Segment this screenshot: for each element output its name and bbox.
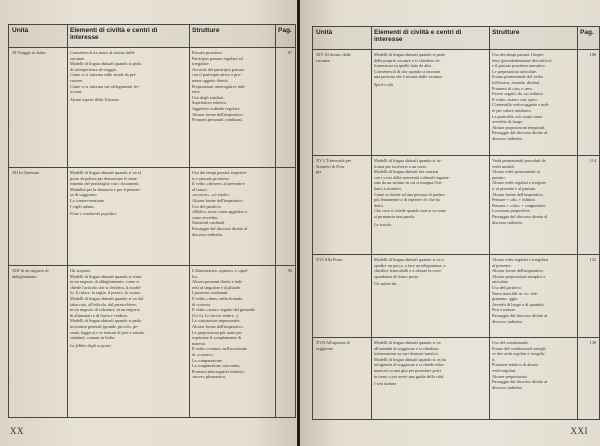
header-unita: Unità [316,29,333,36]
strutture-line: discorso indiretto. [492,318,524,324]
unit-line: Stranieri di Peru- [316,163,346,169]
elementi-line: so di soggiorno. [70,192,98,198]
strutture-line: Uso dei tempi passati: l'imper- [492,52,545,57]
elementi-cell [67,265,189,417]
elementi-line: Modelli di lingua abituali quando si va al [70,170,141,175]
syllabus-table-left [8,24,296,418]
elementi-line: forma per iscriversi a un corso. [374,163,428,169]
strutture-line: Passaggio dal discorso diretto al [492,213,548,219]
strutture-line: (riflessiva, formale, diretta). [492,79,541,85]
strutture-line: articolate. [492,279,510,285]
strutture-line: Pesi e misure. [492,307,516,313]
syllabus-table-right [312,26,600,420]
elementi-line: formazioni su quelle fatte da altri. [374,63,433,69]
header-strutture: Strutture [492,29,520,36]
header-elementi: Elementi di civiltà e centri di interesse [374,29,462,43]
table-header [9,25,295,48]
strutture-line: Alcune forme dell'imperativo. [192,197,244,203]
strutture-line: «occorre», «ci vuole». [192,192,231,198]
table-row [9,47,295,168]
column-divider [371,27,372,419]
strutture-line: Aggettivo ordinale regolare. [192,105,241,111]
table-row [313,337,599,420]
unit-line: XI Viaggio in Italia [12,50,46,55]
elementi-cell [67,167,189,265]
strutture-line: materia. [192,340,206,346]
page-ref: 106 [589,52,596,57]
column-divider [67,25,68,417]
table-row [313,155,599,255]
strutture-line: al presente. [492,262,512,268]
elementi-line: all'azienda di soggiorno e si chiedono [374,345,439,351]
elementi-line: lo, il colore, la taglia, il prezzo, lo sconto. [70,290,142,296]
strutture-line: Alcune proposizioni temporali. [492,124,546,130]
elementi-line: una persona che è tornata dalle vacanze. [374,74,444,80]
unit-line: soggiorno [316,345,334,351]
strutture-line: Pronomi interrogativi indiretti. [192,368,245,374]
strutture-line: Uso degli ausiliari. [192,94,225,100]
unit-line: XIV Al ritorno dalle [316,52,351,57]
strutture-line: rette. [192,89,201,95]
table-row [9,265,295,418]
strutture-line: «Molto» usato come aggettivo e [192,209,248,215]
column-divider [189,25,190,417]
strutture-line: e il passato prossimo narrativo. [492,63,546,69]
strutture-line: Nomi maschili in -co: tele- [492,290,539,296]
theme-title: I vini italiani [374,381,397,387]
strutture-line: discorso indiretto. [492,135,524,141]
elementi-line: si pronuncia una parola. [374,213,416,219]
elementi-line: Modelli di lingua abituali quando si va da [374,356,446,362]
elementi-line: di alimentari e di frutta e verdura. [70,312,128,318]
strutture-line: Participio passato regolare ed [192,55,243,61]
header-unita: Unità [12,27,29,34]
elementi-line: liano a stranieri. [374,185,402,191]
column-divider [577,27,578,419]
page-cell [577,337,599,419]
elementi-line: Modelli di lingua abituali quando si va dal [70,295,143,301]
elementi-cell [371,155,489,254]
strutture-line: Pensare + «che» + congiuntivo. [492,202,547,208]
elementi-line: standard, comuni in Italia. [70,335,115,341]
strutture-line: (Lo fa, Lo faccio vedere...) [192,312,239,318]
strutture-line: Il verbo «stare» con «per». [492,96,539,102]
strutture-line: ce dei verbi regolari e irregola- [492,351,546,357]
elementi-line: in termini generali (grande, piccolo, pe- [70,323,139,329]
elementi-line: roviari. [70,89,83,95]
table-row [313,49,599,156]
strutture-line: Le preposizioni articolate. [492,68,537,74]
strutture-cell [189,47,275,167]
strutture-line: Passaggio dal discorso diretto al [492,130,548,136]
header-strutture: Strutture [192,27,220,34]
page-number: XXI [570,426,588,436]
header-elementi: Elementi di civiltà e centri di interesse [70,27,158,41]
elementi-line: spedire un pacco, a fare un telegramma, a [374,262,446,268]
elementi-line: rimento del portafoglio con i documenti. [70,181,140,187]
elementi-line: più lentamente o di ripetere ciò che ha [374,197,440,203]
elementi-line: Come si chiede ad una persona di parlare [374,191,445,197]
strutture-line: di «costare». [192,351,214,357]
elementi-line: di un'esperienza di viaggio. [70,66,118,72]
theme-title: Sport e tifo [374,81,394,87]
page-cell [577,254,599,337]
theme-title: La febbre degli acquisti [70,342,111,348]
strutture-cell [489,254,577,337]
strutture-line: Alcuni verbi pronominali al [492,169,540,175]
strutture-line: L'intervallo verbo-oggetto e indi- [492,102,550,108]
elementi-line: posto di polizia per denunciare lo smar- [70,175,139,181]
strutture-line: Accordo del participio passato [192,66,245,72]
strutture-line: Alcune preposizioni semplici e [492,273,546,279]
strutture-line: Pronomi personali combinati. [192,117,243,123]
unit-line: XIII In un negozio di [12,268,49,273]
elementi-line: Convenevoli di rito quando si incontra [374,68,441,74]
elementi-line: Come ci si informa sui collegamenti fer- [70,83,140,89]
elementi-line: Modelli di lingua abituali quando si parla [374,52,446,57]
theme-title: La scuola [374,221,391,227]
unit-line: vacanze [316,57,330,63]
strutture-line: verbi modali. [492,163,515,169]
strutture-line: con il participio attivo e pro- [192,72,242,78]
strutture-line: Verbi pronominali preceduti da [492,158,546,163]
unit-line: XII In Questura [12,170,40,175]
strutture-line: passato. [492,174,506,180]
strutture-line: Forme del condizionale sempli- [492,345,547,351]
elementi-line: delle proprie vacanze e si chiedono in- [374,57,441,63]
strutture-line: Alcuni pronomi diretti e indi- [192,279,243,285]
strutture-cell [189,265,275,417]
table-header [313,27,599,50]
strutture-line: Preposizioni interrogative indi- [192,83,246,89]
page-cell [275,265,295,417]
elementi-line: tabaccaio, all'edicola, dal parrucchiere, [70,301,137,307]
strutture-line: Alcune forme dell'imperativo. [492,191,544,197]
page-cell [577,155,599,254]
strutture-line: irregolare. [192,61,210,67]
strutture-line: Uso del condizionale. [492,340,530,345]
elementi-line: mazioni su una gita per prenotare posti [374,367,441,373]
strutture-line: Alcune preposizioni. [492,373,528,379]
unit-line: abbigliamento [12,273,37,279]
strutture-line: ri al presente e al passato. [492,185,537,191]
right-page [300,0,600,446]
strutture-line: La comparazione. [192,357,223,363]
theme-title: Alcuni aspetti della Toscana [70,96,119,102]
strutture-line: «nove» pleonastico. [192,374,227,380]
elementi-line: sante, leggero) e in termini di pesi e misure [70,329,145,335]
strutture-line: Superlativo relativo. [192,100,228,106]
elementi-line: correre. [70,77,84,83]
strutture-cell [489,49,577,155]
strutture-cell [189,167,275,265]
elementi-line: Convenevoli tra amici al ritorno dalle [70,50,135,55]
elementi-line: Modelli di lingua abituali quando si in- [374,158,442,163]
strutture-line: come avverbio. [192,214,219,220]
elementi-cell [371,49,489,155]
strutture-line: Il verbo «venire» nell'accezione [192,346,247,352]
elementi-line: Che cosa si chiede quando non si sa come [374,208,447,214]
strutture-line: discorso indiretto. [192,231,224,237]
elementi-line: con i corsi della università culturali organiz- [374,174,451,180]
strutture-cell [489,155,577,254]
column-divider [275,25,276,417]
unit-cell [9,167,67,265]
strutture-line: Il verbo «dare» nella formula [192,295,243,301]
strutture-line: Passato prossimo. [192,50,223,55]
strutture-line: Pronomi di «in» e «ne». [492,85,534,91]
elementi-cell [371,254,489,337]
strutture-line: Avverbi di luogo e di quantità. [492,301,545,307]
strutture-line: La costruzione impersonale. [192,318,241,324]
elementi-line: Modalità per la denuncia e per il permes- [70,186,141,192]
page-ref: 114 [589,158,596,163]
unit-cell [9,265,67,417]
strutture-line: al futuro. [192,186,208,192]
page-ref: 130 [589,340,596,345]
unit-line: XV L'Università per [316,158,352,163]
page-cell [275,167,295,265]
unit-cell [313,337,371,419]
unit-cell [313,254,371,337]
elementi-line: Modelli di lingua abituali nei contatti [374,169,439,175]
elementi-line: zate da un istituto in cui si insegna l'ita- [374,180,443,186]
strutture-line: Locuzioni prepositive. [492,208,531,214]
page-ref: 87 [287,50,292,55]
elementi-line: Modelli di lingua abituali quando si entra [70,273,142,279]
strutture-line: fetto (prevalentemente descrittivo) [492,57,552,63]
table-row [9,167,295,266]
strutture-line: I pronomi combinati. [192,290,229,296]
left-page [0,0,297,446]
header-pag: Pag. [580,29,594,36]
elementi-line: in un negozio di abbigliamento: come si [70,279,139,285]
strutture-line: retti al singolare e al plurale. [192,284,242,290]
page-ref: 122 [589,257,596,262]
unit-cell [9,47,67,167]
strutture-cell [489,337,577,419]
strutture-line: esprimere il complemento di [192,335,242,341]
strutture-line: Alcuni verbi regolari e irregolari [492,257,549,262]
strutture-line: Alcune forme dell'imperativo. [192,323,244,329]
elementi-line: La contravvenzione. [70,197,106,203]
table-row [313,254,599,338]
strutture-line: L'dimostrativo «questo» e «quel- [192,268,249,273]
strutture-line: Il verbo «dovere» al presente e [192,181,246,187]
unit-line: gia [316,169,322,175]
elementi-line: Modelli di lingua abituali quando si va [374,340,441,345]
strutture-line: Pensare + «di» + infinito. [492,197,536,203]
strutture-line: Uso del partitivo. [492,284,522,290]
page-cell [577,49,599,155]
strutture-line: Essere seguito da «a» infinito. [492,91,544,97]
elementi-line: detto. [374,202,384,208]
elementi-cell [371,337,489,419]
strutture-line: Pronome relativo di alcuni [492,362,538,368]
strutture-line: Alcune forme dell'imperativo. [192,111,244,117]
unit-cell [313,155,371,254]
elementi-cell [67,47,189,167]
strutture-line: La particella «ci» usata come [492,113,543,119]
unit-line: XVII All'agenzia di [316,340,350,345]
header-pag: Pag. [278,27,292,34]
strutture-line: Le preposizioni più usate per [192,329,242,335]
page-cell [275,47,295,167]
elementi-line: in un negozio di calzature, in un negozio [70,307,140,313]
elementi-line: Modelli di lingua abituali quando si va a [374,257,444,262]
unit-line: XVI Alla Posta [316,257,343,262]
elementi-line: informazioni su vari itinerari turistici. [374,351,439,357]
theme-title: Feste e tradizioni popolari [70,211,116,217]
column-divider [489,27,490,419]
strutture-line: to e passato prossimo. [192,175,230,181]
elementi-line: I vigili urbani. [70,203,95,209]
elementi-line: Modelli di lingua abituali quando si parla [70,318,142,324]
elementi-line: chiedere francobolli e a ritirare la corri- [374,268,442,274]
strutture-line: Uso dei tempi passati: imperfet- [192,170,248,175]
strutture-line: re per valore ausiliario. [492,107,532,113]
strutture-line: Passaggio dal discorso diretto al [492,379,548,385]
strutture-line: La congiunzione «secondo». [192,363,242,369]
strutture-line: discorso indiretto. [492,219,524,225]
strutture-line: ri. [492,356,496,362]
elementi-line: chiede l'articolo che si desidera, il model- [70,284,142,290]
unit-cell [313,49,371,155]
strutture-line: Forma pronominale del verbo [492,74,544,80]
strutture-line: Passaggio dal discorso diretto al [492,312,548,318]
elementi-line: vacanze. [70,55,85,61]
strutture-line: discorso indiretto. [492,384,524,390]
strutture-line: avverbio di luogo. [492,119,524,125]
page-ref: 96 [287,268,292,273]
elementi-line: spondenza al fermo posta. [374,273,419,279]
theme-title: Un saluto da... [374,281,400,287]
elementi-line: Gli acquisti. [70,268,92,273]
strutture-line: nome oggetto diretto. [192,77,229,83]
strutture-line: gramma, -ggio. [492,296,519,302]
page-number: XX [10,426,24,436]
strutture-line: Alcuni verbi regolari e irregola- [492,180,547,186]
elementi-line: un'agenzia di soggiorno e si chiede infor- [374,362,445,368]
elementi-line: Modelli di lingua abituali quando si parla [70,61,142,67]
strutture-line: lo». [192,273,199,279]
strutture-line: Uso del partitivo. [192,203,222,209]
strutture-line: Passaggio dal discorso diretto al [192,225,248,231]
elementi-line: in treno o per avere una guida della città. [374,373,445,379]
strutture-line: di cortesia. [192,301,211,307]
strutture-line: Alcune forme dell'imperativo. [492,268,544,274]
elementi-line: Come ci si informa sulle strade da per- [70,72,137,78]
strutture-line: verbi regolari. [492,367,517,373]
strutture-line: Numerali cardinali. [192,220,226,226]
strutture-line: Il verbo «stare» seguito dal gerundio [192,307,256,313]
